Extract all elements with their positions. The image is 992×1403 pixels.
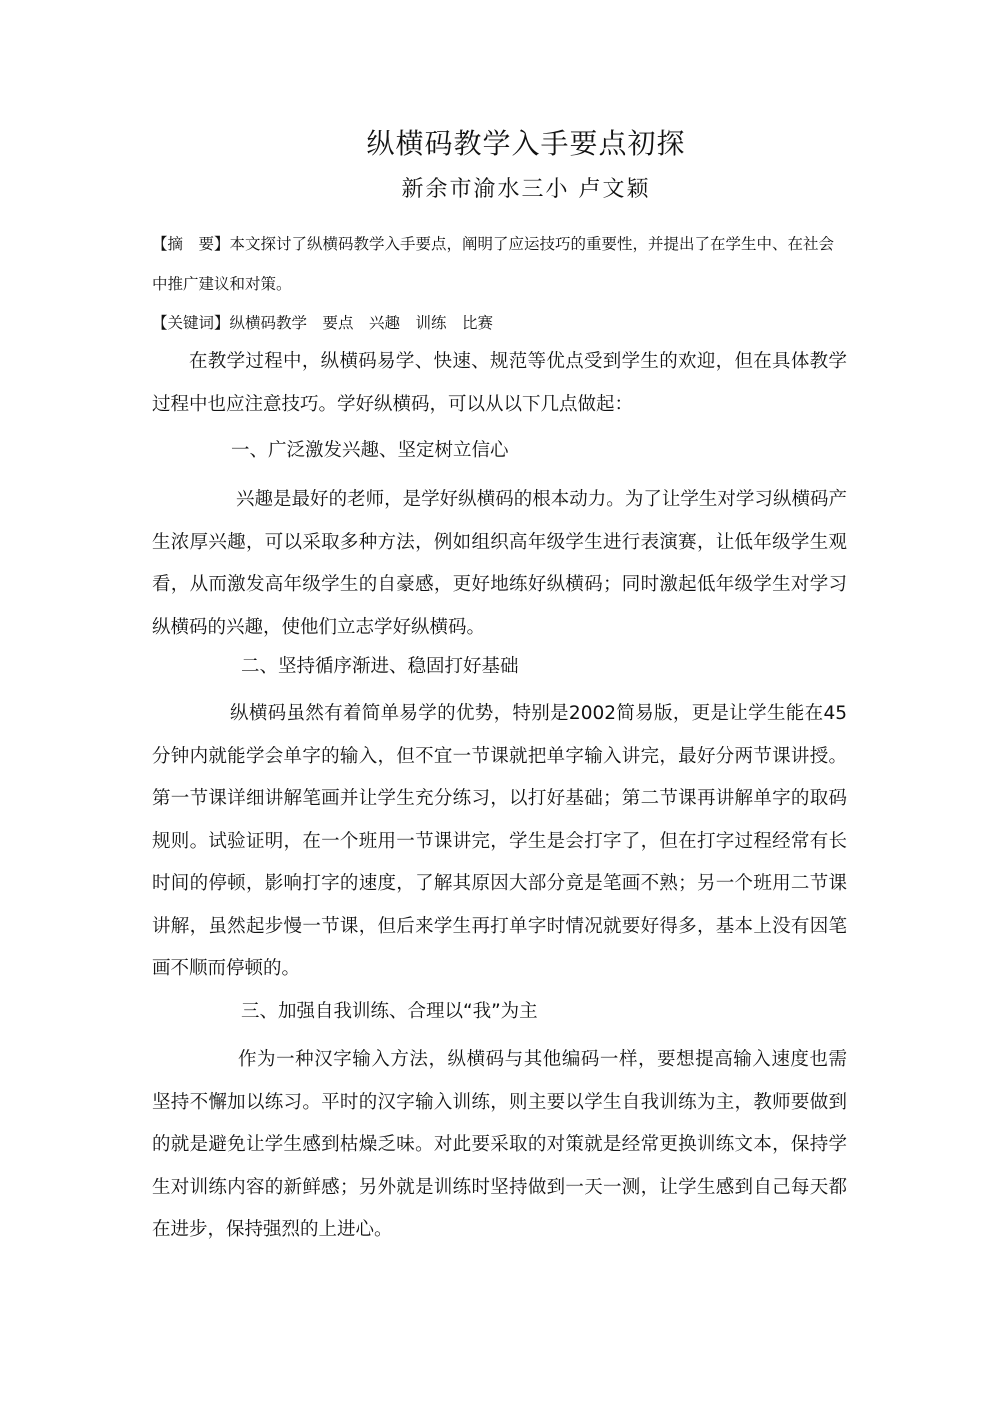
section-heading-2: 二、坚持循序渐进、稳固打好基础 xyxy=(241,656,519,677)
section-paragraph-2: 纵横码虽然有着简单易学的优势，特别是2002简易版，更是让学生能在45分钟内就能学会单字的输入，但不宜一节课就把单字输入讲完，最好分两节课讲授。第一节课详细讲解笔画并让学生充分练习，以打好基础；第二节课再讲解单字的取码规则。试验证明，在一个班用一节课讲完，学生是会打字了，但在打字过程经常有长时间的停顿，影响打字的速度，了解其原因大部分竟是笔画不熟；另一个班用二节课讲解，虽然起步慢一节课，但后来学生再打单字时情况就要好得多，基本上没有因笔画不顺而停顿的。 xyxy=(152,703,847,979)
abstract-paragraph: 【摘 要】本文探讨了纵横码教学入手要点，阐明了应运技巧的重要性，并提出了在学生中、在社会中推广建议和对策。 xyxy=(152,235,835,293)
section-paragraph-3: 作为一种汉字输入方法，纵横码与其他编码一样，要想提高输入速度也需坚持不懈加以练习。平时的汉字输入训练，则主要以学生自我训练为主，教师要做到的就是避免让学生感到枯燥乏味。对此要采取的对策就是经常更换训练文本，保持学生对训练内容的新鲜感；另外就是训练时坚持做到一天一测，让学生感到自己每天都在进步，保持强烈的上进心。 xyxy=(152,1049,847,1240)
document-title: 纵横码教学入手要点初探 xyxy=(366,127,686,160)
author-line: 新余市渝水三小 卢文颖 xyxy=(401,177,651,202)
section-paragraph-1: 兴趣是最好的老师，是学好纵横码的根本动力。为了让学生对学习纵横码产生浓厚兴趣，可以采取多种方法，例如组织高年级学生进行表演赛，让低年级学生观看，从而激发高年级学生的自豪感，更好地练好纵横码；同时激起低年级学生对学习纵横码的兴趣，使他们立志学好纵横码。 xyxy=(152,489,847,638)
keywords-line: 【关键词】纵横码教学 要点 兴趣 训练 比赛 xyxy=(152,314,494,332)
section-heading-1: 一、广泛激发兴趣、坚定树立信心 xyxy=(231,440,509,461)
section-heading-3: 三、加强自我训练、合理以“我”为主 xyxy=(241,1001,538,1022)
intro-paragraph: 在教学过程中，纵横码易学、快速、规范等优点受到学生的欢迎，但在具体教学过程中也应注意技巧。学好纵横码，可以从以下几点做起： xyxy=(152,351,847,415)
